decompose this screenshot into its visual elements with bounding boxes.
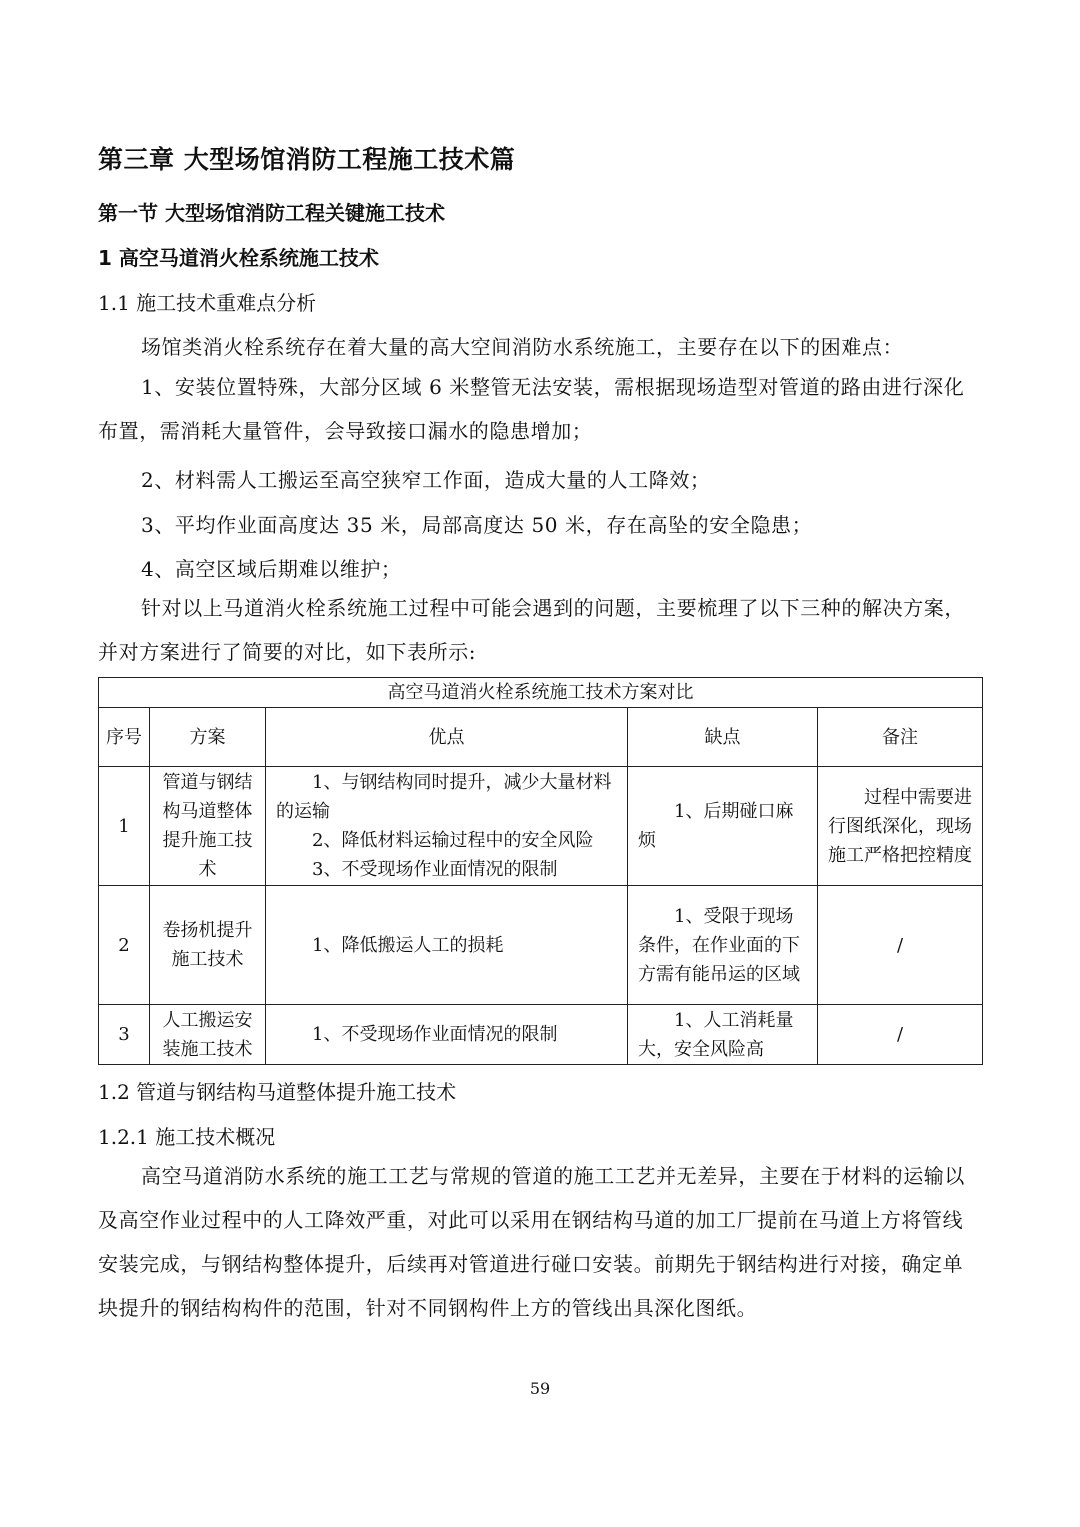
header-cons: 缺点 [628, 708, 818, 767]
table-row [99, 1005, 983, 1065]
row-pros [266, 1005, 628, 1065]
row-note: 过程中需要进行图纸深化，现场施工严格把控精度 [818, 767, 983, 886]
summary-paragraph: 针对以上马道消火栓系统施工过程中可能会遇到的问题，主要梳理了以下三种的解决方案，并对方案进行了简要的对比，如下表所示: [98, 596, 965, 664]
row-cons: 1、受限于现场条件，在作业面的下方需有能吊运的区域 [628, 886, 818, 1005]
row-pros [266, 886, 628, 1005]
intro-paragraph: 场馆类消火栓系统存在着大量的高大空间消防水系统施工，主要存在以下的困难点： [141, 335, 904, 359]
row-scheme: 管道与钢结构马道整体提升施工技术 [150, 767, 266, 886]
row-note: / [818, 1005, 983, 1065]
row-cons: 1、人工消耗量大，安全风险高 [628, 1005, 818, 1065]
section-title: 第一节 大型场馆消防工程关键施工技术 [98, 201, 445, 225]
difficulty-item-2: 2、材料需人工搬运至高空狭窄工作面，造成大量的人工降效； [141, 468, 711, 492]
overview-paragraph: 高空马道消防水系统的施工工艺与常规的管道的施工工艺并无差异，主要在于材料的运输以及高空作业过程中的人工降效严重，对此可以采用在钢结构马道的加工厂提前在马道上方将管线安装完成，与钢结构整体提升，后续再对管道进行碰口安装。前期先于钢结构进行对接，确定单块提升的钢结构构件的范围，针对不同钢构件上方的管线出具深化图纸。 [98, 1164, 965, 1320]
difficulty-item-4: 4、高空区域后期难以维护； [141, 557, 402, 581]
chapter-title: 第三章 大型场馆消防工程施工技术篇 [98, 145, 516, 174]
heading-1-2-1: 1.2.1 施工技术概况 [98, 1125, 276, 1149]
difficulty-item-1: 1、安装位置特殊，大部分区域 6 米整管无法安装，需根据现场造型对管道的路由进行深化布置，需消耗大量管件，会导致接口漏水的隐患增加； [98, 375, 965, 443]
comparison-table [98, 677, 983, 1065]
row-cons: 1、后期碰口麻烦 [628, 767, 818, 886]
row-no: 1 [99, 767, 150, 886]
header-note: 备注 [818, 708, 983, 767]
pro-item: 1、降低搬运人工的损耗 [312, 934, 504, 956]
row-note: / [818, 886, 983, 1005]
header-scheme: 方案 [150, 708, 266, 767]
pro-item: 1、不受现场作业面情况的限制 [312, 1024, 558, 1045]
table-row [99, 886, 983, 1005]
heading-1-2: 1.2 管道与钢结构马道整体提升施工技术 [98, 1080, 457, 1104]
heading-1: 1 高空马道消火栓系统施工技术 [98, 246, 379, 270]
pro-item: 3、不受现场作业面情况的限制 [312, 859, 558, 880]
header-pros: 优点 [266, 708, 628, 767]
row-scheme: 人工搬运安装施工技术 [150, 1005, 266, 1065]
row-scheme: 卷扬机提升施工技术 [150, 886, 266, 1005]
pro-item: 2、降低材料运输过程中的安全风险 [312, 830, 594, 851]
table-row [99, 767, 983, 886]
table-caption: 高空马道消火栓系统施工技术方案对比 [99, 678, 983, 708]
row-no: 2 [99, 886, 150, 1005]
row-no: 3 [99, 1005, 150, 1065]
header-no: 序号 [99, 708, 150, 767]
table-header-row [99, 708, 983, 767]
page-number: 59 [529, 1379, 551, 1398]
pro-item: 1、与钢结构同时提升，减少大量材料的运输 [276, 772, 612, 822]
heading-1-1: 1.1 施工技术重难点分析 [98, 291, 317, 315]
difficulty-item-3: 3、平均作业面高度达 35 米，局部高度达 50 米，存在高坠的安全隐患； [141, 513, 813, 537]
row-pros [266, 767, 628, 886]
